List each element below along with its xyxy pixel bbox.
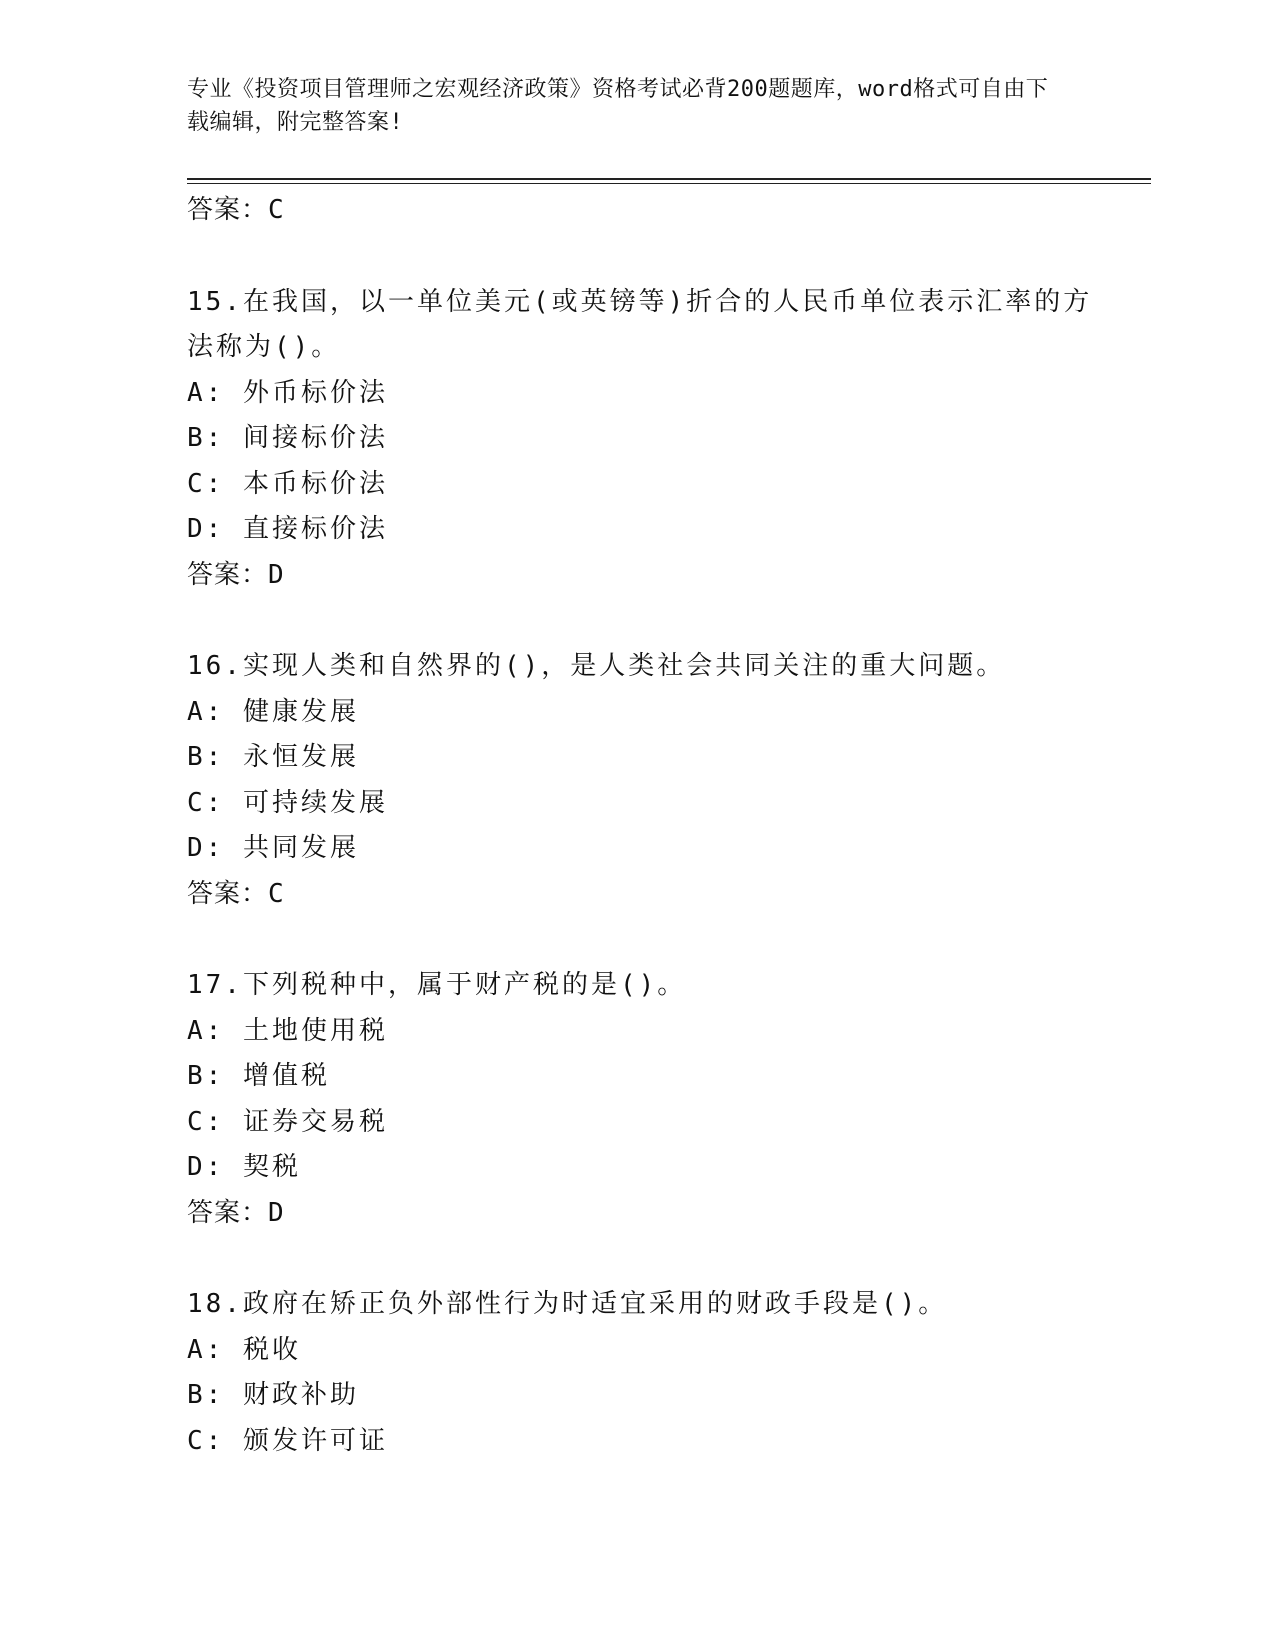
question-15 (187, 280, 1107, 599)
option-c: C: 证券交易税 (187, 1106, 388, 1137)
answer-label: 答案： (187, 559, 269, 590)
answer-line (187, 553, 1107, 599)
option-b: B: 财政补助 (187, 1380, 359, 1410)
header-divider-thin (187, 183, 1151, 184)
spacer (187, 1236, 1107, 1282)
question-17 (187, 963, 1107, 1236)
option-a: A: 外币标价法 (187, 377, 388, 408)
option-c: C: 颁发许可证 (187, 1425, 388, 1456)
option-c: C: 本币标价法 (187, 468, 388, 499)
spacer (187, 234, 1107, 280)
option-b: B: 增值税 (187, 1061, 330, 1091)
answer-value: D (268, 559, 285, 590)
question-stem: 17.下列税种中，属于财产税的是()。 (187, 970, 687, 1000)
question-18 (187, 1282, 1107, 1464)
spacer (187, 917, 1107, 963)
answer-value: C (268, 195, 285, 225)
answer-label: 答案： (187, 195, 269, 225)
answer-line (187, 188, 1107, 234)
answer-line (187, 1191, 1107, 1237)
document-body (187, 188, 1107, 1464)
option-a: A: 健康发展 (187, 696, 359, 727)
option-d: D: 契税 (187, 1152, 301, 1182)
question-16 (187, 644, 1107, 917)
option-a: A: 土地使用税 (187, 1015, 388, 1046)
question-stem: 16.实现人类和自然界的()，是人类社会共同关注的重大问题。 (187, 651, 1006, 681)
option-d: D: 共同发展 (187, 833, 359, 863)
answer-line (187, 872, 1107, 918)
option-d: D: 直接标价法 (187, 514, 388, 544)
question-stem: 18.政府在矫正负外部性行为时适宜采用的财政手段是()。 (187, 1289, 948, 1319)
answer-value: D (268, 1197, 285, 1228)
question-stem: 15.在我国，以一单位美元(或英镑等)折合的人民币单位表示汇率的方法称为()。 (187, 286, 1093, 362)
document-header: 专业《投资项目管理师之宏观经济政策》资格考试必背200题题库，word格式可自由下载编辑，附完整答案! (187, 77, 1049, 135)
header-divider-thick (187, 178, 1151, 180)
answer-label: 答案： (187, 878, 269, 909)
option-a: A: 税收 (187, 1334, 301, 1365)
option-c: C: 可持续发展 (187, 787, 388, 818)
option-b: B: 间接标价法 (187, 423, 388, 453)
spacer (187, 598, 1107, 644)
answer-label: 答案： (187, 1197, 269, 1228)
option-b: B: 永恒发展 (187, 742, 359, 772)
answer-value: C (268, 878, 285, 909)
